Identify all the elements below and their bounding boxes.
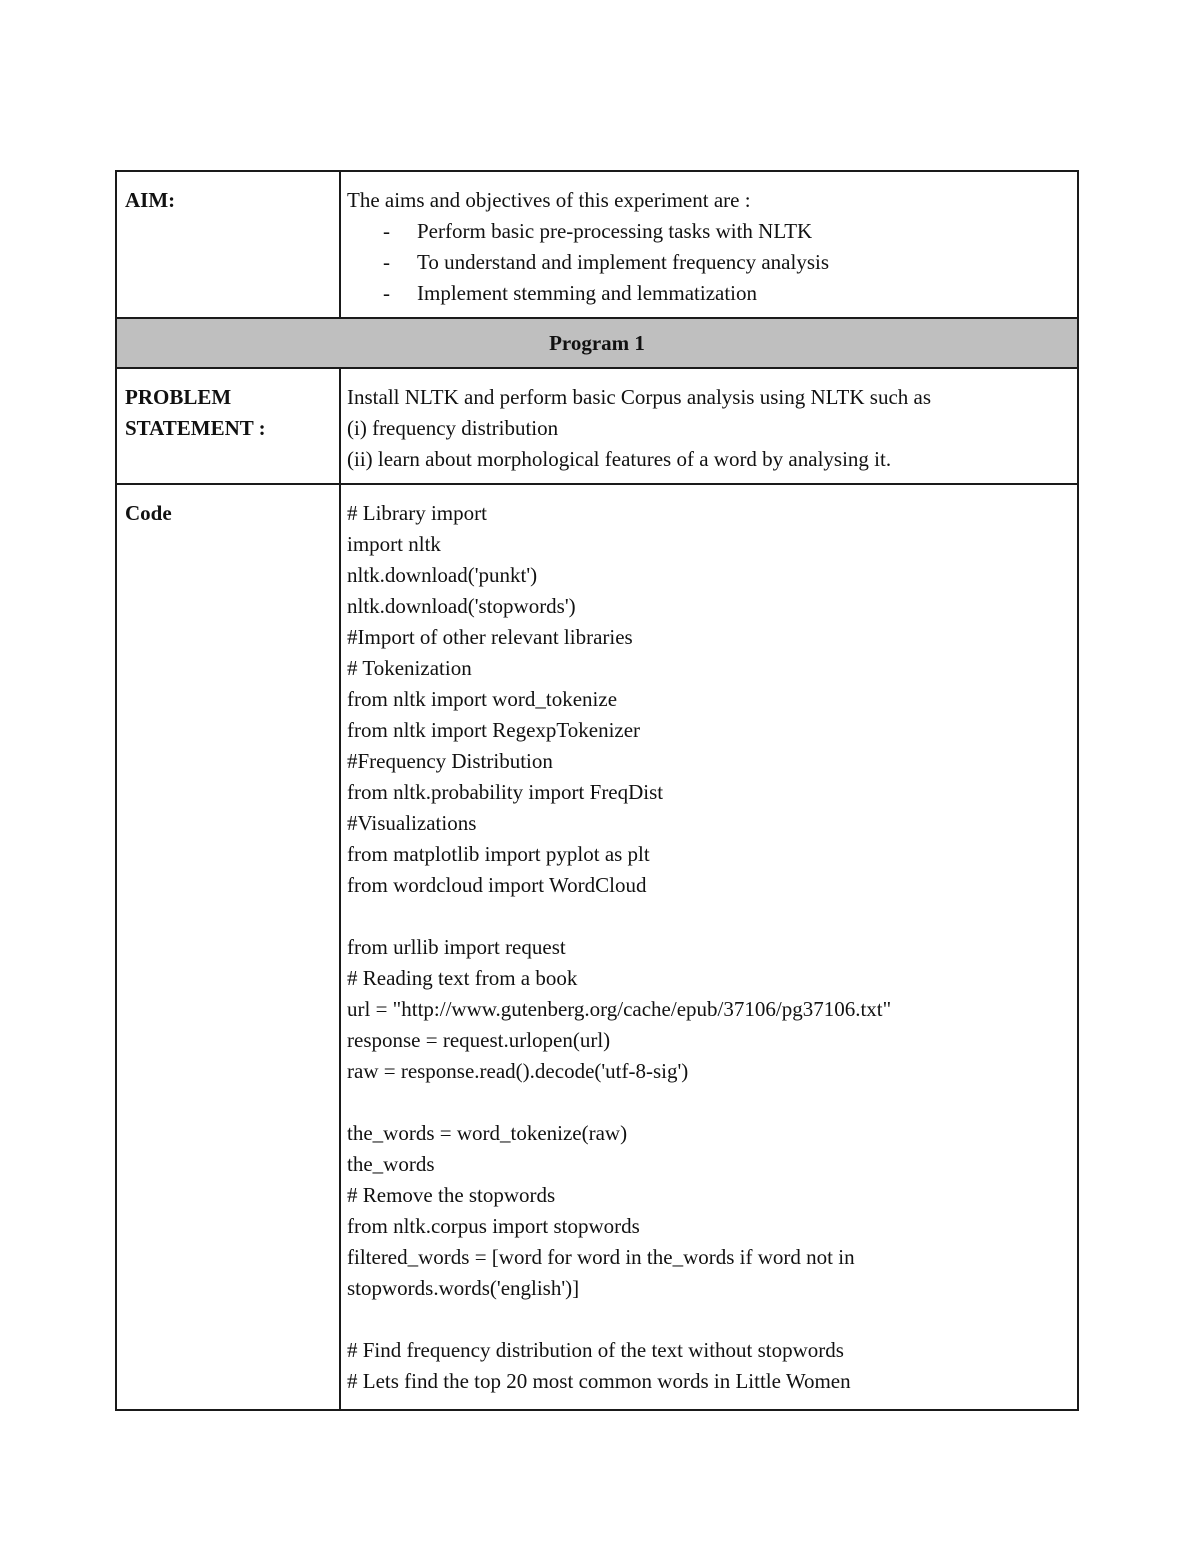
problem-line: Install NLTK and perform basic Corpus analysis using NLTK such as (347, 385, 932, 409)
section-title: Program 1 (116, 318, 1078, 368)
aim-list-item: - Perform basic pre-processing tasks with NLTK (347, 216, 1069, 247)
code-line: from nltk import word_tokenize (347, 687, 618, 711)
aim-bullet: - (383, 250, 390, 274)
code-line: from nltk.corpus import stopwords (347, 1214, 640, 1238)
code-row (116, 484, 1078, 1410)
code-line: #Import of other relevant libraries (347, 625, 633, 649)
code-line: # Find frequency distribution of the text without stopwords (347, 1338, 844, 1362)
problem-line: (ii) learn about morphological features of a word by analysing it. (347, 447, 892, 471)
code-line: # Library import (347, 501, 487, 525)
code-line: from urllib import request (347, 935, 566, 959)
code-line: the_words (347, 1152, 435, 1176)
code-line: # Tokenization (347, 656, 472, 680)
aim-bullet: - (383, 219, 390, 243)
code-line: #Frequency Distribution (347, 749, 553, 773)
aim-row (116, 171, 1078, 318)
code-line: from matplotlib import pyplot as plt (347, 842, 650, 866)
code-line: # Remove the stopwords (347, 1183, 556, 1207)
code-line: # Reading text from a book (347, 966, 578, 990)
code-line (347, 1304, 1069, 1335)
code-line: nltk.download('stopwords') (347, 594, 576, 618)
aim-bullet: - (383, 281, 390, 305)
code-line: # Lets find the top 20 most common words in Little Women (347, 1369, 851, 1393)
code-line: the_words = word_tokenize(raw) (347, 1121, 628, 1145)
aim-list-item: - To understand and implement frequency analysis (347, 247, 1069, 278)
code-line: from nltk import RegexpTokenizer (347, 718, 641, 742)
code-line: url = "http://www.gutenberg.org/cache/epub/37106/pg37106.txt" (347, 997, 892, 1021)
problem-label: PROBLEM STATEMENT : (116, 368, 340, 484)
code-line: #Visualizations (347, 811, 477, 835)
code-line: import nltk (347, 532, 441, 556)
code-line: response = request.urlopen(url) (347, 1028, 611, 1052)
code-line: from nltk.probability import FreqDist (347, 780, 664, 804)
code-line: stopwords.words('english')] (347, 1276, 580, 1300)
section-header-row (116, 318, 1078, 368)
experiment-table (115, 170, 1079, 1411)
aim-label: AIM: (116, 171, 340, 318)
problem-statement (340, 368, 1078, 484)
code-block (340, 484, 1078, 1410)
code-line (347, 901, 1069, 932)
problem-line: (i) frequency distribution (347, 416, 559, 440)
code-label: Code (116, 484, 340, 1410)
aim-content (340, 171, 1078, 318)
aim-list (347, 216, 1069, 309)
aim-list-item: - Implement stemming and lemmatization (347, 278, 1069, 309)
code-line: filtered_words = [word for word in the_words if word not in (347, 1245, 855, 1269)
code-line: raw = response.read().decode('utf-8-sig') (347, 1059, 689, 1083)
code-line: from wordcloud import WordCloud (347, 873, 647, 897)
code-line (347, 1087, 1069, 1118)
code-line: nltk.download('punkt') (347, 563, 538, 587)
problem-row (116, 368, 1078, 484)
aim-intro: The aims and objectives of this experiment are : (347, 188, 751, 212)
